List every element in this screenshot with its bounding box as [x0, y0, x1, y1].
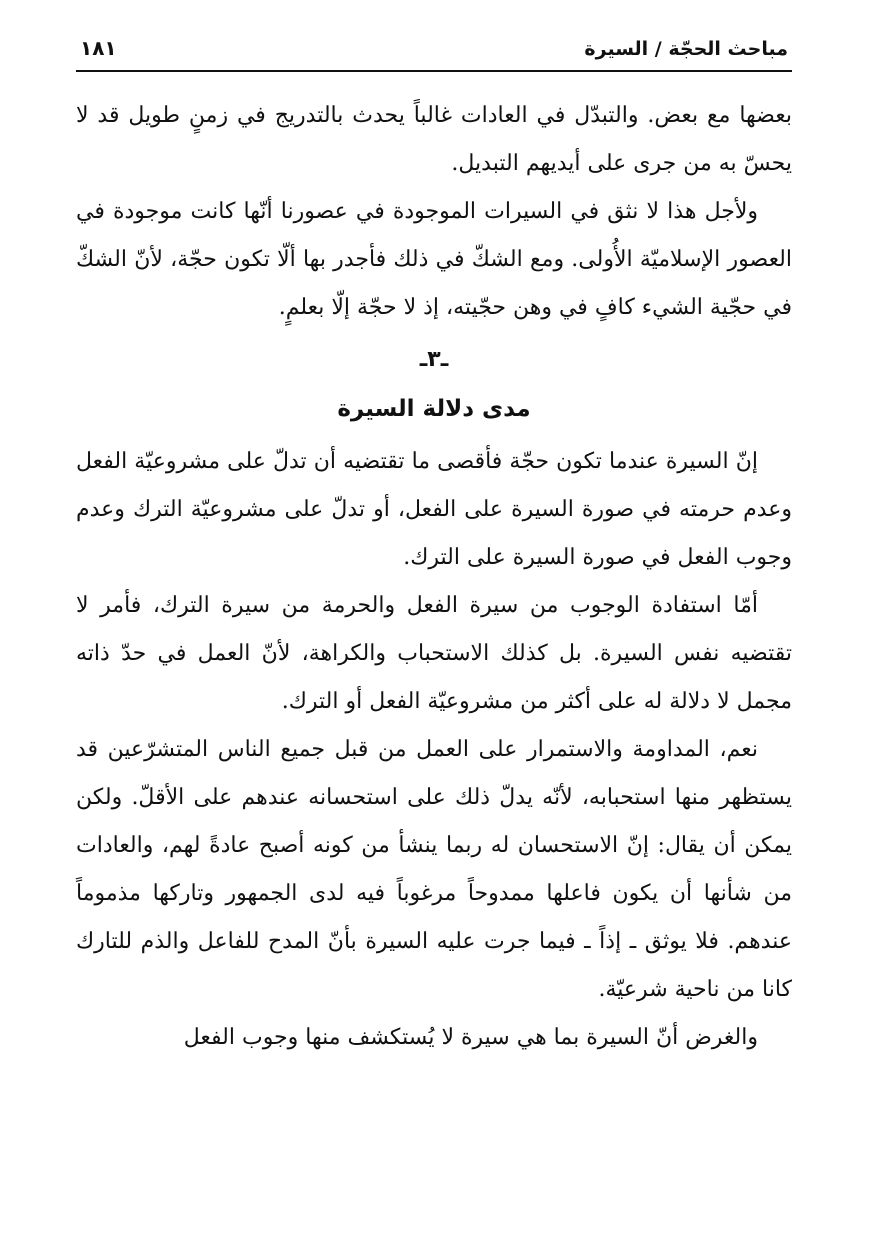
- section-title: مدى دلالة السيرة: [337, 396, 531, 422]
- paragraph: والغرض أنّ السيرة بما هي سيرة لا يُستكشف منها وجوب الفعل: [183, 1025, 758, 1050]
- paragraph: أمّا استفادة الوجوب من سيرة الفعل والحرمة من سيرة الترك، فأمر لا تقتضيه نفس السيرة. بل كذلك الاستحباب والكراهة، لأنّ العمل في حدّ ذاته مجمل لا دلالة له على أكثر من مشروعيّة الفعل أو الترك.: [76, 593, 792, 714]
- paragraph: إنّ السيرة عندما تكون حجّة فأقصى ما تقتضيه أن تدلّ على مشروعيّة الفعل وعدم حرمته في صورة السيرة على الفعل، أو تدلّ على مشروعيّة الترك وعدم وجوب الفعل في صورة السيرة على الترك.: [76, 449, 792, 570]
- paragraph: بعضها مع بعض. والتبدّل في العادات غالباً يحدث بالتدريج في زمنٍ طويل قد لا يحسّ به من جرى على أيديهم التبديل.: [76, 103, 792, 176]
- header-title: مباحث الحجّة / السيرة: [584, 38, 788, 60]
- paragraph: ولأجل هذا لا نثق في السيرات الموجودة في عصورنا أنّها كانت موجودة في العصور الإسلاميّة الأُولى. ومع الشكّ في ذلك فأجدر بها ألّا تكون حجّة، لأنّ الشكّ في حجّية الشيء كافٍ في وهن حجّيته، إذ لا حجّة إلّا بعلمٍ.: [76, 199, 792, 320]
- paragraph: نعم، المداومة والاستمرار على العمل من قبل جميع الناس المتشرّعين قد يستظهر منها استحبابه، لأنّه يدلّ ذلك على استحسانه عندهم على الأقلّ. ولكن يمكن أن يقال: إنّ الاستحسان له ربما ينشأ من كونه أصبح عادةً لهم، والعادات من شأنها أن يكون فاعلها ممدوحاً مرغوباً فيه لدى الجمهور وتاركها مذموماً عندهم. فلا يوثق ـ إذاً ـ فيما جرت عليه السيرة بأنّ المدح للفاعل والذم للتارك كانا من ناحية شرعيّة.: [76, 737, 792, 1002]
- page-body: [76, 92, 792, 1062]
- page-number: ١٨١: [80, 36, 117, 60]
- section-number: ـ٣ـ: [419, 347, 449, 372]
- running-header: [76, 30, 792, 72]
